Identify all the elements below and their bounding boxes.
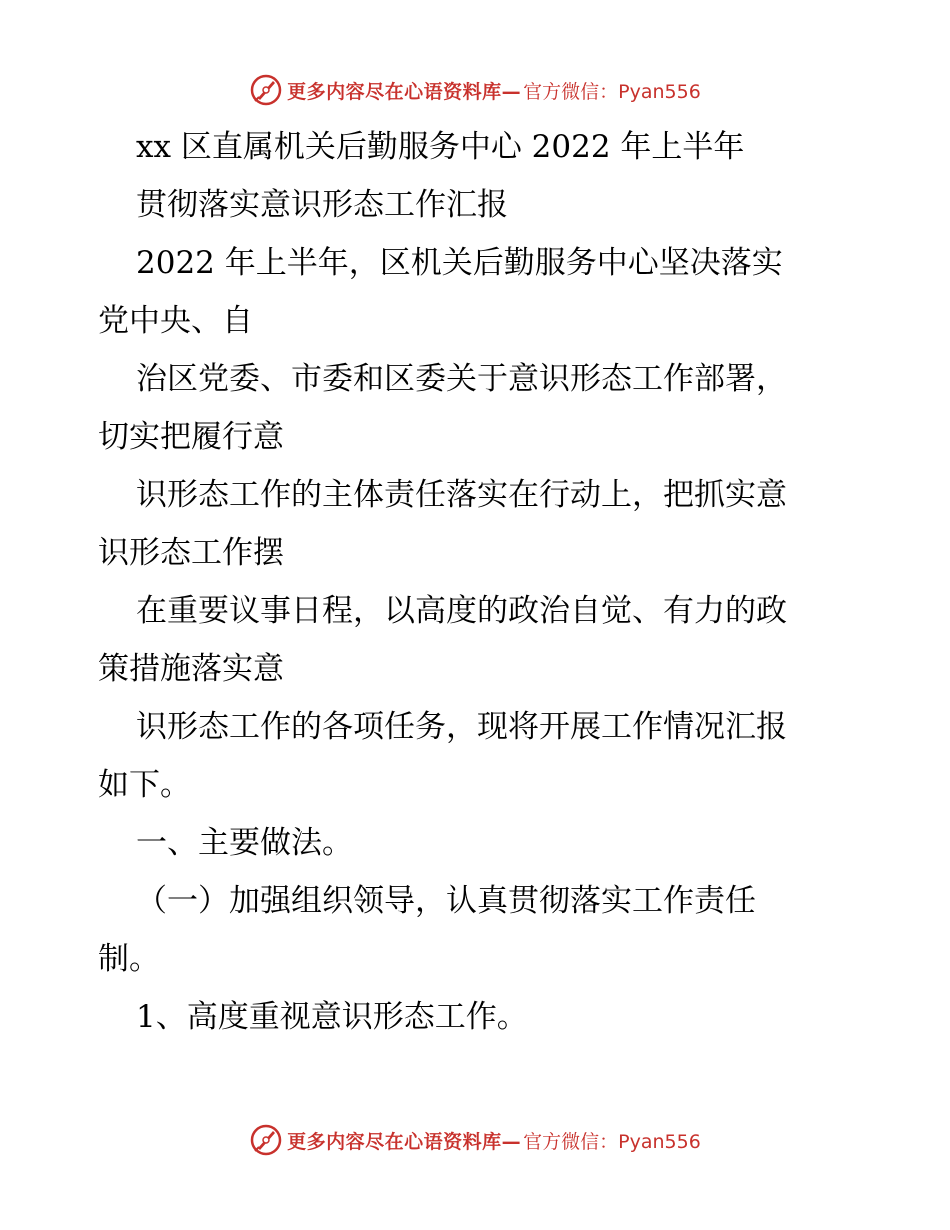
doc-paragraph-line: 党中央、自 — [98, 303, 253, 339]
section-heading: 一、主要做法。 — [136, 825, 353, 861]
banner-contact: 官方微信：Pyan556 — [523, 1130, 701, 1153]
doc-paragraph-line: 识形态工作的各项任务，现将开展工作情况汇报 — [136, 709, 787, 745]
banner-contact: 官方微信：Pyan556 — [523, 80, 701, 103]
banner-slogan: 更多内容尽在心语资料库— — [287, 1130, 522, 1153]
item-heading: 1、高度重视意识形态工作。 — [136, 999, 528, 1035]
quill-logo-icon — [249, 73, 283, 107]
doc-paragraph-line: 策措施落实意 — [98, 651, 284, 687]
document-body — [98, 124, 858, 1052]
quill-logo-icon — [249, 1123, 283, 1157]
doc-paragraph-line: 在重要议事日程，以高度的政治自觉、有力的政 — [136, 593, 787, 629]
doc-paragraph-line: 识形态工作摆 — [98, 535, 284, 571]
doc-paragraph-line: 切实把履行意 — [98, 419, 284, 455]
doc-paragraph-line: 如下。 — [98, 767, 191, 803]
footer-watermark-banner — [0, 1120, 950, 1160]
doc-title-line-2: 贯彻落实意识形态工作汇报 — [136, 187, 508, 223]
subsection-heading: （一）加强组织领导，认真贯彻落实工作责任 — [136, 883, 756, 919]
doc-paragraph-line: 制。 — [98, 941, 160, 977]
doc-paragraph-line: 识形态工作的主体责任落实在行动上，把抓实意 — [136, 477, 787, 513]
doc-paragraph-line: 2022 年上半年，区机关后勤服务中心坚决落实 — [136, 245, 783, 281]
banner-slogan: 更多内容尽在心语资料库— — [287, 80, 522, 103]
doc-paragraph-line: 治区党委、市委和区委关于意识形态工作部署， — [136, 361, 787, 397]
header-watermark-banner — [0, 70, 950, 110]
doc-title-line-1: xx 区直属机关后勤服务中心 2022 年上半年 — [136, 129, 745, 165]
